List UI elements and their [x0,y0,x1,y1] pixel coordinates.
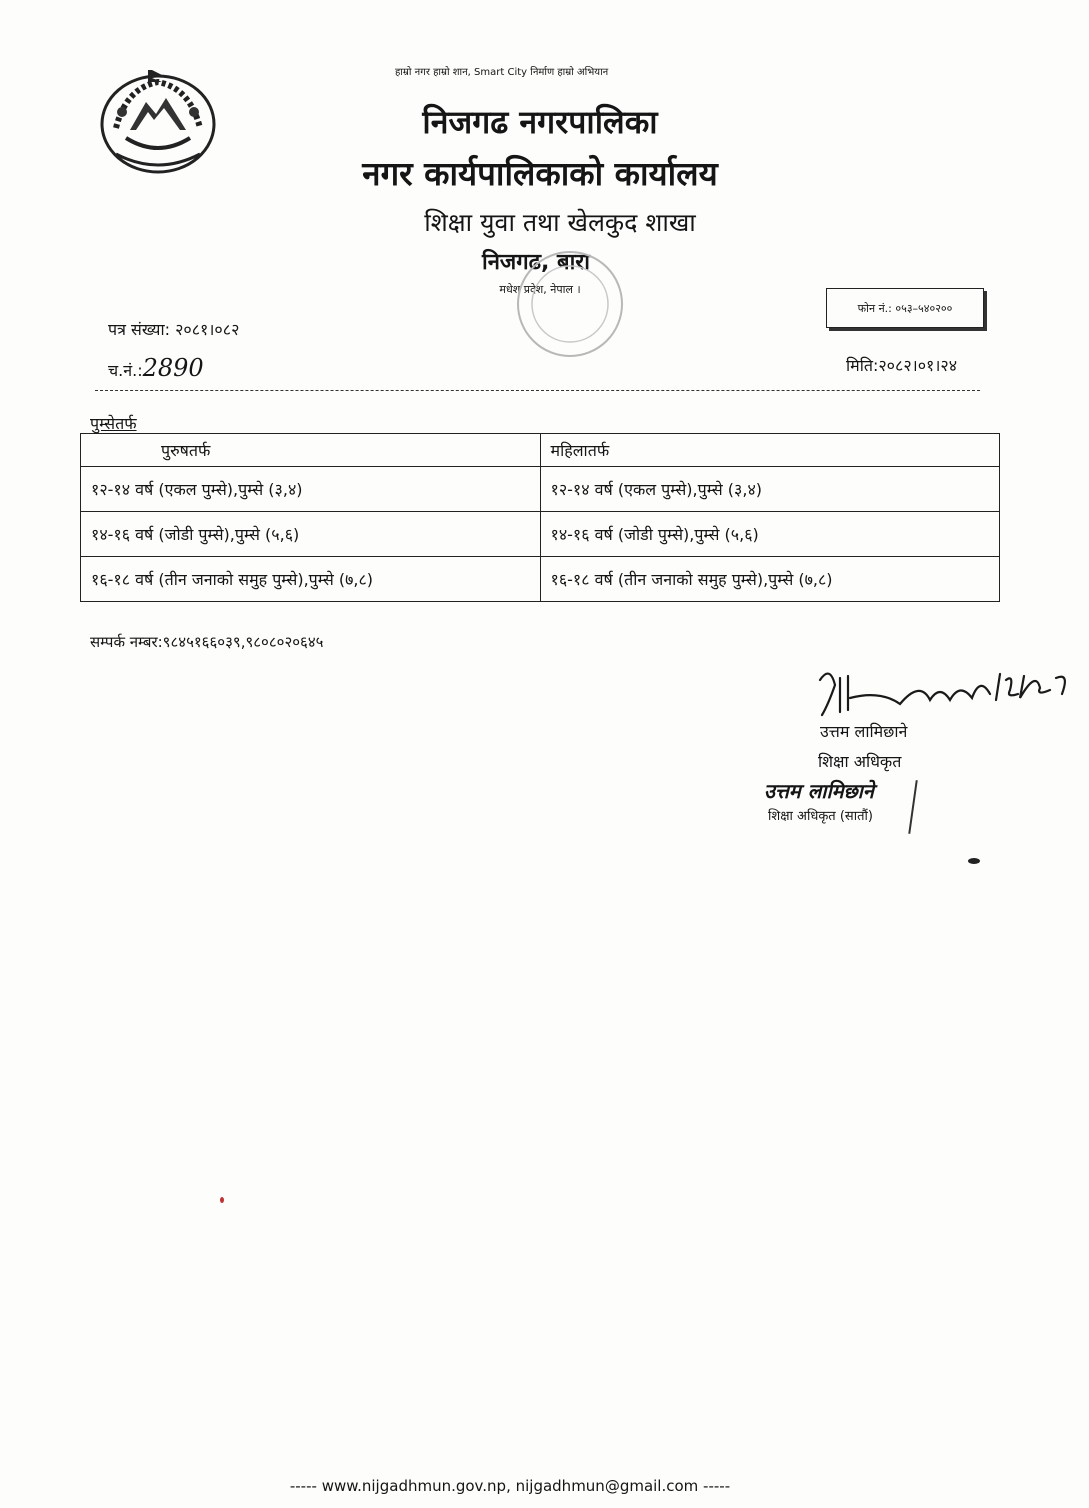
seal-border [908,780,917,834]
table-row [81,512,1000,557]
office-name: नगर कार्यपालिकाको कार्यालय [362,154,718,193]
signatory-name: उत्तम लामिछाने [820,722,908,741]
table-cell: १२-१४ वर्ष (एकल पुम्से),पुम्से (३,४) [81,467,541,512]
office-location: निजगढ, बारा [482,250,590,275]
table-row [81,467,1000,512]
signatory-title: शिक्षा अधिकृत [818,752,902,771]
phone-box: फोन नं.: ०५३–५४०२०० [826,288,984,328]
ink-mark [968,858,980,864]
contact-numbers: सम्पर्क नम्बर:९८४५१६६०३९,९८०८०२०६४५ [90,633,324,651]
government-emblem-icon [96,68,220,176]
office-stamp-icon [495,248,645,360]
slogan: हाम्रो नगर हाम्रो शान, Smart City निर्माण हाम्रो अभियान [395,67,609,78]
seal-name: उत्तम लामिछाने [764,779,874,803]
dispatch-number-handwritten: 2890 [142,354,204,382]
footer-contact: ----- www.nijgadhmun.gov.np, nijgadhmun@gmail.com ----- [289,1477,731,1495]
dispatch-number [108,354,204,382]
municipality-name: निजगढ नगरपालिका [422,103,658,141]
dispatch-label: च.नं.: [108,361,143,380]
header-female: महिलातर्फ [540,434,1000,467]
events-table [80,433,1000,602]
table-cell: १४-१६ वर्ष (जोडी पुम्से),पुम्से (५,६) [81,512,541,557]
table-row [81,557,1000,602]
letter-number: पत्र संख्या: २०८१।०८२ [108,320,240,339]
table-cell: १६-१८ वर्ष (तीन जनाको समुह पुम्से),पुम्से (७,८) [540,557,1000,602]
ink-mark [220,1197,224,1203]
table-cell: १६-१८ वर्ष (तीन जनाको समुह पुम्से),पुम्से (७,८) [81,557,541,602]
table-cell: १२-१४ वर्ष (एकल पुम्से),पुम्से (३,४) [540,467,1000,512]
letter-date: मिति:२०८२।०१।२४ [846,356,958,375]
province: मधेश प्रदेश, नेपाल । [499,283,581,296]
branch-name: शिक्षा युवा तथा खेलकुद शाखा [424,208,696,237]
header-male: पुरुषतर्फ [81,434,541,467]
table-header-row [81,434,1000,467]
section-title: पुम्सेतर्फ [90,414,137,433]
seal-title: शिक्षा अधिकृत (सातौं) [768,809,873,824]
table-cell: १४-१६ वर्ष (जोडी पुम्से),पुम्से (५,६) [540,512,1000,557]
divider [95,390,980,391]
